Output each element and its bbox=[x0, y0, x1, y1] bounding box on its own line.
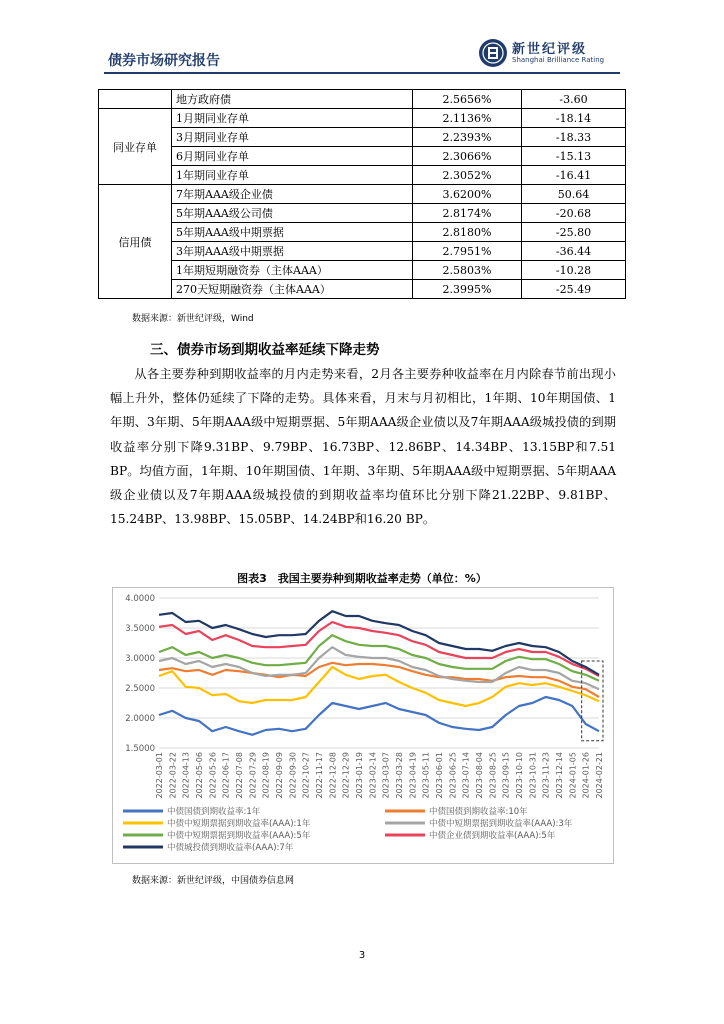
table-row bbox=[99, 128, 626, 147]
table-name-cell: 7年期AAA级企业债 bbox=[172, 185, 413, 204]
chart-x-tick-label: 2022-09-30 bbox=[288, 752, 298, 799]
chart-legend-label: 中债中短期票据到期收益率(AAA):1年 bbox=[167, 819, 311, 829]
table-value-cell: 2.7951% bbox=[413, 242, 522, 261]
table-row bbox=[99, 147, 626, 166]
table-name-cell: 1月期同业存单 bbox=[172, 109, 413, 128]
company-logo bbox=[478, 36, 618, 70]
table-change-cell: -15.13 bbox=[522, 147, 626, 166]
chart-legend-label: 中债企业债到期收益率(AAA):5年 bbox=[429, 831, 556, 841]
yield-line-chart bbox=[112, 587, 614, 864]
chart-y-tick-label: 3.5000 bbox=[125, 624, 155, 634]
table-change-cell: -10.28 bbox=[522, 261, 626, 280]
chart-x-tick-label: 2023-09-15 bbox=[501, 752, 511, 799]
chart-legend-label: 中债国债到期收益率:10年 bbox=[429, 807, 528, 817]
chart-y-tick-label: 4.0000 bbox=[125, 594, 155, 604]
chart-x-tick-label: 2023-10-10 bbox=[515, 752, 524, 799]
chart-x-tick-label: 2023-04-19 bbox=[408, 752, 418, 799]
chart-x-tick-label: 2023-10-31 bbox=[528, 752, 538, 799]
table-value-cell: 2.2393% bbox=[413, 128, 522, 147]
table-change-cell: -25.80 bbox=[522, 223, 626, 242]
report-header-title: 债券市场研究报告 bbox=[108, 53, 220, 69]
table-change-cell: -3.60 bbox=[522, 90, 626, 109]
table-name-cell: 5年期AAA级中期票据 bbox=[172, 223, 413, 242]
figure-caption: 图表3 我国主要券种到期收益率走势（单位：%） bbox=[237, 572, 487, 585]
table-value-cell: 2.3066% bbox=[413, 147, 522, 166]
table-row bbox=[99, 242, 626, 261]
chart-canvas bbox=[113, 588, 613, 863]
logo-english-name: Shanghai Brilliance Rating bbox=[512, 56, 605, 64]
table-value-cell: 2.3995% bbox=[413, 280, 522, 299]
table-change-cell: -36.44 bbox=[522, 242, 626, 261]
table-name-cell: 地方政府债 bbox=[172, 90, 413, 109]
table-change-cell: -16.41 bbox=[522, 166, 626, 185]
table-name-cell: 1年期同业存单 bbox=[172, 166, 413, 185]
section-heading: 三、债券市场到期收益率延续下降走势 bbox=[150, 342, 380, 358]
table-change-cell: -18.33 bbox=[522, 128, 626, 147]
chart-x-tick-label: 2023-06-01 bbox=[435, 752, 444, 799]
table-name-cell: 3年期AAA级中期票据 bbox=[172, 242, 413, 261]
table-row bbox=[99, 223, 626, 242]
chart-x-tick-label: 2022-06-17 bbox=[221, 752, 231, 799]
chart-y-tick-label: 3.0000 bbox=[125, 654, 155, 664]
chart-x-tick-label: 2023-07-14 bbox=[461, 752, 471, 799]
brilliance-logo-icon bbox=[478, 38, 508, 68]
table-row bbox=[99, 109, 626, 128]
yield-table-body bbox=[99, 90, 626, 299]
chart-x-tick-label: 2022-12-29 bbox=[341, 752, 351, 799]
table-row bbox=[99, 204, 626, 223]
table-name-cell: 5年期AAA级公司债 bbox=[172, 204, 413, 223]
chart-series-line-3 bbox=[159, 667, 599, 706]
chart-legend-label: 中债城投债到期收益率(AAA):7年 bbox=[167, 843, 294, 853]
table-value-cell: 3.6200% bbox=[413, 185, 522, 204]
table-row bbox=[99, 166, 626, 185]
chart-series-line-1 bbox=[159, 697, 599, 735]
table-change-cell: -18.14 bbox=[522, 109, 626, 128]
chart-x-tick-label: 2022-12-08 bbox=[328, 752, 338, 799]
table-value-cell: 2.1136% bbox=[413, 109, 522, 128]
chart-x-tick-label: 2023-12-14 bbox=[555, 752, 564, 799]
chart-x-tick-label: 2022-10-27 bbox=[301, 752, 311, 799]
chart-x-tick-label: 2022-04-13 bbox=[181, 752, 191, 799]
page-number: 3 bbox=[358, 950, 366, 961]
table-value-cell: 2.3052% bbox=[413, 166, 522, 185]
chart-y-tick-label: 2.5000 bbox=[125, 684, 155, 694]
chart-legend-label: 中债中短期票据到期收益率(AAA):5年 bbox=[167, 831, 311, 841]
chart-x-tick-label: 2023-08-04 bbox=[475, 752, 484, 799]
table-change-cell: 50.64 bbox=[522, 185, 626, 204]
chart-legend-label: 中债中短期票据到期收益率(AAA):3年 bbox=[429, 819, 573, 829]
chart-series-line-4 bbox=[159, 647, 599, 689]
table-name-cell: 3月期同业存单 bbox=[172, 128, 413, 147]
chart-x-tick-label: 2023-08-25 bbox=[488, 752, 498, 799]
logo-chinese-name: 新世纪评级 bbox=[512, 42, 588, 57]
table-name-cell: 1年期短期融资券（主体AAA） bbox=[172, 261, 413, 280]
chart-x-tick-label: 2023-05-11 bbox=[421, 752, 431, 799]
chart-x-tick-label: 2022-11-17 bbox=[315, 752, 324, 799]
chart-series-line-6 bbox=[159, 622, 599, 676]
chart-y-tick-label: 1.5000 bbox=[125, 744, 155, 754]
table-row bbox=[99, 261, 626, 280]
header-divider bbox=[104, 72, 620, 74]
table-row bbox=[99, 90, 626, 109]
chart-x-tick-label: 2022-09-09 bbox=[275, 752, 284, 799]
chart-x-tick-label: 2023-06-25 bbox=[448, 752, 458, 799]
chart-x-tick-label: 2023-11-23 bbox=[541, 752, 551, 799]
chart-legend-label: 中债国债到期收益率:1年 bbox=[167, 807, 261, 817]
chart-x-tick-label: 2022-07-08 bbox=[235, 752, 244, 799]
chart-x-tick-label: 2024-02-21 bbox=[595, 752, 604, 799]
chart-series-line-2 bbox=[159, 663, 599, 697]
yield-table bbox=[98, 89, 626, 299]
chart-x-tick-label: 2022-08-19 bbox=[261, 752, 271, 799]
table-value-cell: 2.8180% bbox=[413, 223, 522, 242]
figure-source-note: 数据来源：新世纪评级，中国债券信息网 bbox=[132, 876, 295, 886]
chart-x-tick-label: 2024-01-26 bbox=[581, 752, 591, 799]
chart-x-tick-label: 2024-01-05 bbox=[568, 752, 578, 799]
chart-y-tick-label: 2.0000 bbox=[125, 714, 155, 724]
chart-x-tick-label: 2022-03-01 bbox=[155, 752, 164, 799]
table-value-cell: 2.8174% bbox=[413, 204, 522, 223]
table-name-cell: 6月期同业存单 bbox=[172, 147, 413, 166]
table-name-cell: 270天短期融资券（主体AAA） bbox=[172, 280, 413, 299]
chart-x-tick-label: 2023-03-07 bbox=[381, 752, 391, 799]
table-category-cell: 信用债 bbox=[99, 185, 172, 299]
chart-x-tick-label: 2023-02-14 bbox=[368, 752, 378, 799]
section-paragraph: 从各主要券种到期收益率的月内走势来看，2月各主要券种收益率在月内除春节前出现小幅上升外，整体仍延续了下降的走势。具体来看，月末与月初相比，1年期、10年期国债、1年期、3年期、5年期AAA级中短期票据、5年期AAA级企业债以及7年期AAA级城投债的到期收益率分别下降9.31BP、9.79BP、16.73BP、12.86BP、14.34BP、13.15BP和7.51 BP。均值方面，1年期、10年期国债、1年期、3年期、5年期AAA级中短期票据、5年期AAA级企业债以及7年期AAA级城投债的到期收益率均值环比分别下降21.22BP、9.81BP、15.24BP、13.98BP、15.05BP、14.24BP和16.20 BP。 bbox=[110, 367, 616, 527]
chart-x-tick-label: 2023-03-28 bbox=[395, 752, 404, 799]
table-source-note: 数据来源：新世纪评级，Wind bbox=[132, 314, 254, 324]
table-value-cell: 2.5656% bbox=[413, 90, 522, 109]
table-row bbox=[99, 280, 626, 299]
table-value-cell: 2.5803% bbox=[413, 261, 522, 280]
chart-x-tick-label: 2022-05-26 bbox=[208, 752, 218, 799]
table-category-cell: 同业存单 bbox=[99, 109, 172, 185]
table-row bbox=[99, 185, 626, 204]
chart-x-tick-label: 2022-03-22 bbox=[168, 752, 178, 799]
chart-x-tick-label: 2022-07-29 bbox=[248, 752, 258, 799]
table-change-cell: -25.49 bbox=[522, 280, 626, 299]
chart-x-tick-label: 2022-05-06 bbox=[195, 752, 204, 799]
table-category-cell bbox=[99, 90, 172, 109]
chart-x-tick-label: 2023-01-19 bbox=[355, 752, 364, 799]
table-change-cell: -20.68 bbox=[522, 204, 626, 223]
